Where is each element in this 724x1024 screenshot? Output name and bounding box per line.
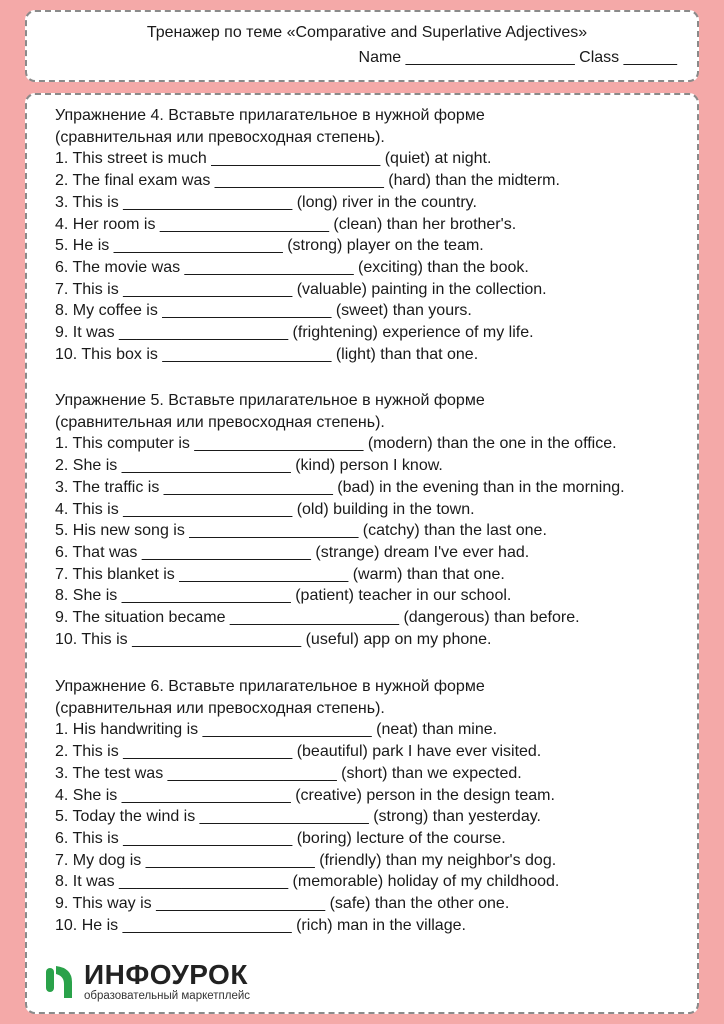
exercise-item: 9. It was ___________________ (frightening) experience of my life. (55, 324, 534, 342)
infourok-leaf-icon (44, 962, 76, 1000)
exercises-card (25, 93, 699, 1014)
exercise-item: 3. The test was ___________________ (short) than we expected. (55, 764, 522, 782)
exercise-item: 3. The traffic is ___________________ (bad) in the evening than in the morning. (55, 478, 625, 496)
exercise-item: 1. This computer is ___________________ (modern) than the one in the office. (55, 435, 617, 453)
exercise-item: 1. This street is much ___________________ (quiet) at night. (55, 150, 492, 168)
exercise-item: 5. He is ___________________ (strong) player on the team. (55, 237, 484, 255)
exercise-item: 7. This is ___________________ (valuable) painting in the collection. (55, 280, 547, 298)
exercise-subtitle: (сравнительная или превосходная степень). (55, 128, 385, 146)
exercise-subtitle: (сравнительная или превосходная степень). (55, 413, 385, 431)
exercise-item: 10. This is ___________________ (useful) app on my phone. (55, 630, 492, 648)
exercise-item: 7. My dog is ___________________ (friendly) than my neighbor's dog. (55, 851, 557, 869)
exercise-item: 2. She is ___________________ (kind) person I know. (55, 457, 443, 475)
exercise-title: Упражнение 6. Вставьте прилагательное в нужной форме (55, 678, 485, 695)
exercise-4 (55, 105, 695, 365)
exercise-item: 6. The movie was ___________________ (exciting) than the book. (55, 258, 529, 276)
exercise-item: 4. Her room is ___________________ (clean) than her brother's. (55, 215, 517, 233)
exercise-item: 2. The final exam was ___________________ (hard) than the midterm. (55, 172, 560, 190)
exercise-item: 8. It was ___________________ (memorable) holiday of my childhood. (55, 873, 560, 891)
exercise-item: 10. This box is ___________________ (light) than that one. (55, 345, 479, 363)
exercise-item: 4. This is ___________________ (old) building in the town. (55, 500, 475, 518)
infourok-logo (44, 959, 304, 1002)
exercise-item: 9. This way is ___________________ (safe) than the other one. (55, 895, 510, 913)
exercise-item: 7. This blanket is ___________________ (warm) than that one. (55, 565, 505, 583)
exercise-5 (55, 390, 695, 650)
logo-wordmark: ИНФОУРОК (84, 959, 248, 990)
exercise-6 (55, 676, 695, 936)
exercise-item: 5. His new song is ___________________ (catchy) than the last one. (55, 522, 547, 540)
exercise-title: Упражнение 4. Вставьте прилагательное в нужной форме (55, 107, 485, 124)
name-class-line: Name ___________________ Class ______ (358, 49, 677, 66)
exercise-item: 6. That was ___________________ (strange) dream I've ever had. (55, 543, 530, 561)
exercise-item: 10. He is ___________________ (rich) man in the village. (55, 916, 466, 934)
exercise-subtitle: (сравнительная или превосходная степень). (55, 699, 385, 717)
logo-tagline: образовательный маркетплейс (84, 990, 251, 1002)
exercise-item: 8. My coffee is ___________________ (sweet) than yours. (55, 302, 472, 320)
exercise-item: 4. She is ___________________ (creative) person in the design team. (55, 786, 555, 804)
exercise-item: 8. She is ___________________ (patient) teacher in our school. (55, 587, 512, 605)
exercise-item: 3. This is ___________________ (long) river in the country. (55, 193, 477, 211)
exercise-item: 5. Today the wind is ___________________ (strong) than yesterday. (55, 808, 541, 826)
worksheet-title: Тренажер по теме «Comparative and Superlative Adjectives» (146, 24, 588, 41)
exercise-item: 2. This is ___________________ (beautiful) park I have ever visited. (55, 743, 542, 761)
exercise-item: 6. This is ___________________ (boring) lecture of the course. (55, 829, 506, 847)
header-card (25, 10, 699, 82)
exercise-item: 9. The situation became ___________________ (dangerous) than before. (55, 609, 580, 627)
exercise-title: Упражнение 5. Вставьте прилагательное в нужной форме (55, 392, 485, 409)
exercise-item: 1. His handwriting is ___________________ (neat) than mine. (55, 721, 498, 739)
